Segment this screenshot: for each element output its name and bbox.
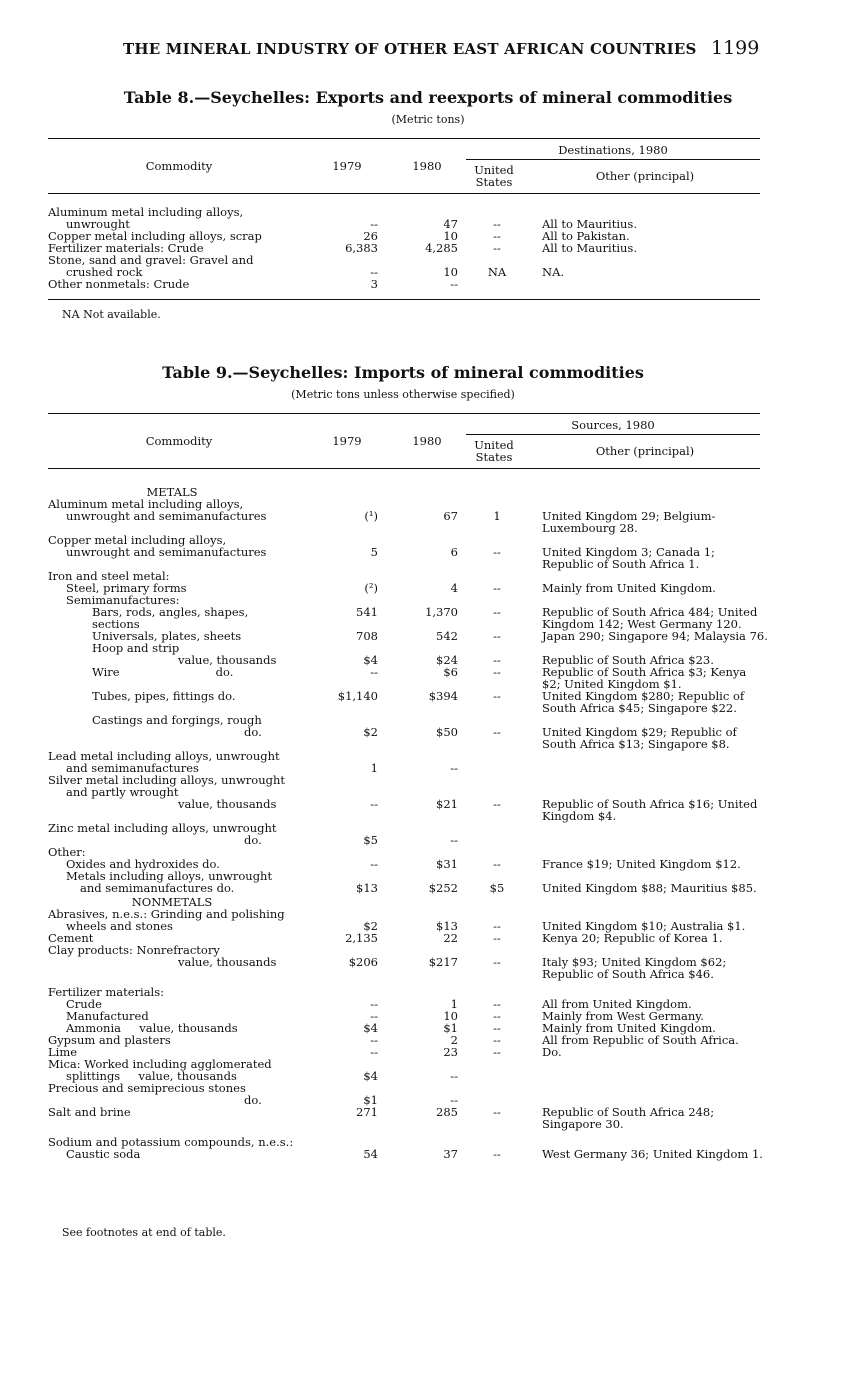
value-1980: $21	[436, 797, 458, 811]
value-1980: 6	[450, 545, 458, 559]
table8-us-header: United States	[474, 163, 514, 189]
table-row	[48, 1130, 768, 1148]
table-row	[48, 1082, 768, 1094]
other-value: Italy $93; United Kingdom $62; Republic of South Africa $46.	[542, 955, 727, 981]
table8-body	[48, 206, 768, 290]
table-row	[48, 510, 768, 534]
table9-top-rule	[48, 413, 760, 414]
value-1980: $394	[428, 689, 458, 703]
us-value: --	[493, 581, 501, 595]
value-1979: $4	[363, 1021, 378, 1035]
table9-title: Table 9.—Seychelles: Imports of mineral commodities	[162, 363, 644, 382]
value-1979: --	[370, 217, 378, 231]
commodity-cell: Salt and brine	[48, 1105, 131, 1119]
unit-label: do.	[202, 857, 220, 871]
us-value: --	[493, 857, 501, 871]
commodity-cell: Precious and semiprecious stones	[48, 1081, 246, 1095]
other-value: United Kingdom 3; Canada 1; Republic of South Africa 1.	[542, 545, 715, 571]
commodity-cell	[48, 882, 296, 894]
value-1980: 10	[443, 1009, 458, 1023]
table-row	[48, 1034, 768, 1046]
commodity-label: Wire	[92, 665, 120, 679]
value-1979: $5	[363, 833, 378, 847]
us-value: --	[493, 1021, 501, 1035]
unit-label: do.	[217, 689, 236, 703]
value-1979: 271	[356, 1105, 378, 1119]
value-1979: --	[370, 997, 378, 1011]
other-value: All to Mauritius.	[542, 241, 637, 255]
commodity-label: and semimanufactures	[80, 881, 213, 895]
us-value: --	[493, 797, 501, 811]
commodity-cell: Silver metal including alloys, unwrought	[48, 773, 286, 787]
other-value	[536, 278, 768, 290]
value-1980: 37	[443, 1147, 458, 1161]
other-value: United Kingdom 29; Belgium-Luxembourg 28.	[542, 509, 716, 535]
table9-1980-header: 1980	[412, 434, 442, 448]
us-value: --	[493, 545, 501, 559]
commodity-cell: Universals, plates, sheets	[92, 629, 242, 643]
unit-label: value, thousands	[139, 1021, 238, 1035]
table-row	[48, 278, 768, 290]
commodity-cell: Copper metal including alloys,	[48, 533, 227, 547]
table8-commodity-header: Commodity	[145, 159, 213, 173]
value-1979: $206	[348, 955, 378, 969]
value-1979: 54	[363, 1147, 378, 1161]
commodity-cell: Castings and forgings, rough	[92, 713, 262, 727]
table9-us-header: United States	[474, 438, 514, 464]
us-value: --	[493, 725, 501, 739]
us-value	[458, 762, 536, 774]
us-value: --	[493, 931, 501, 945]
commodity-cell: Stone, sand and gravel: Gravel and	[48, 253, 254, 267]
table-row	[48, 822, 768, 834]
table-row	[48, 666, 768, 690]
commodity-cell: Manufactured	[66, 1009, 149, 1023]
us-value: --	[493, 1045, 501, 1059]
other-value: Mainly from United Kingdom.	[542, 581, 716, 595]
unit-cell: value, thousands	[178, 653, 277, 667]
value-1980: --	[450, 761, 458, 775]
commodity-cell: Crude	[66, 997, 102, 1011]
other-value: Republic of South Africa 248; Singapore 30.	[542, 1105, 715, 1131]
unit-cell: value, thousands	[178, 797, 277, 811]
value-1980: 1	[450, 997, 458, 1011]
us-value: --	[493, 217, 501, 231]
value-1979: --	[370, 1045, 378, 1059]
us-value: --	[493, 629, 501, 643]
unit-label: do.	[216, 881, 235, 895]
other-value: United Kingdom $29; Republic of South Africa $13; Singapore $8.	[542, 725, 737, 751]
commodity-cell: wheels and stones	[66, 919, 173, 933]
table9-subtitle: (Metric tons unless otherwise specified)	[291, 388, 515, 401]
other-value	[536, 834, 768, 846]
table-row	[48, 254, 768, 266]
commodity-cell: crushed rock	[66, 265, 143, 279]
unit-cell: value, thousands	[178, 955, 277, 969]
commodity-cell: unwrought	[66, 217, 130, 231]
table9-footnote: See footnotes at end of table.	[62, 1226, 226, 1239]
value-1980: $217	[428, 955, 458, 969]
table9-sources-header: Sources, 1980	[571, 418, 655, 432]
commodity-cell: Zinc metal including alloys, unwrought	[48, 821, 277, 835]
commodity-label: Tubes, pipes, fittings	[92, 689, 215, 703]
other-value: Republic of South Africa 484; United Kingdom 142; West Germany 120.	[542, 605, 758, 631]
value-1980: 10	[443, 229, 458, 243]
value-1980: --	[450, 277, 458, 291]
value-1980: $50	[436, 725, 458, 739]
table8-title: Table 8.—Seychelles: Exports and reexports of mineral commodities	[123, 88, 733, 107]
other-value	[536, 762, 768, 774]
other-value: United Kingdom $10; Australia $1.	[542, 919, 746, 933]
table9-body	[48, 484, 768, 1160]
table-row	[48, 798, 768, 822]
us-value: --	[493, 665, 501, 679]
other-value: NA.	[542, 265, 565, 279]
other-value: All from Republic of South Africa.	[542, 1033, 739, 1047]
value-1979: $1,140	[337, 689, 378, 703]
commodity-cell: Bars, rods, angles, shapes, sections	[92, 605, 249, 631]
table8-destinations-header: Destinations, 1980	[558, 143, 668, 157]
other-value: Kenya 20; Republic of Korea 1.	[542, 931, 723, 945]
commodity-cell: and partly wrought	[66, 785, 179, 799]
table-row	[48, 956, 768, 980]
value-1980: 23	[443, 1045, 458, 1059]
table8-1980-header: 1980	[412, 159, 442, 173]
value-1979: $2	[363, 919, 378, 933]
table8-1979-header: 1979	[332, 159, 362, 173]
other-value: United Kingdom $280; Republic of South Africa $45; Singapore $22.	[542, 689, 745, 715]
us-value: --	[493, 919, 501, 933]
commodity-cell: Lead metal including alloys, unwrought	[48, 749, 280, 763]
value-1979: 6,383	[345, 241, 378, 255]
value-1979: 541	[356, 605, 378, 619]
unit-cell: do.	[244, 833, 262, 847]
table8-other-header: Other (principal)	[595, 169, 695, 183]
value-1979: 2,135	[345, 931, 378, 945]
table-row	[48, 690, 768, 714]
commodity-cell: Metals including alloys, unwrought	[66, 869, 273, 883]
section-nonmetals: NONMETALS	[131, 895, 213, 909]
us-value: --	[493, 229, 501, 243]
value-1980: $6	[443, 665, 458, 679]
page-number: 1199	[711, 37, 760, 59]
commodity-cell: Caustic soda	[66, 1147, 141, 1161]
value-1979: --	[370, 665, 378, 679]
commodity-cell: Other:	[48, 845, 86, 859]
table-row	[48, 1106, 768, 1130]
commodity-cell: Mica: Worked including agglomerated	[48, 1057, 272, 1071]
value-1980: 4,285	[425, 241, 458, 255]
table-row	[48, 726, 768, 750]
commodity-cell: Lime	[48, 1045, 78, 1059]
value-1980: $252	[428, 881, 458, 895]
value-1979: 708	[356, 629, 378, 643]
table9-header-rule	[48, 468, 760, 469]
commodity-cell: Semimanufactures:	[66, 593, 180, 607]
table-row	[48, 206, 768, 218]
value-1979: $13	[356, 881, 378, 895]
value-1980: 542	[436, 629, 458, 643]
us-value: --	[493, 997, 501, 1011]
value-1979: 1	[370, 761, 378, 775]
other-value: Republic of South Africa $23.	[542, 653, 714, 667]
value-1980: --	[450, 1069, 458, 1083]
us-value: --	[493, 653, 501, 667]
value-1979: $4	[363, 1069, 378, 1083]
other-value: All to Mauritius.	[542, 217, 637, 231]
value-1979: $2	[363, 725, 378, 739]
value-1980: $13	[436, 919, 458, 933]
value-1980: 1,370	[425, 605, 458, 619]
commodity-cell: Hoop and strip	[92, 641, 180, 655]
table-row	[48, 834, 768, 846]
value-1979: --	[370, 797, 378, 811]
commodity-cell: Sodium and potassium compounds, n.e.s.:	[48, 1135, 294, 1149]
commodity-cell: unwrought and semimanufactures	[66, 545, 267, 559]
section-metals: METALS	[146, 485, 198, 499]
table9-commodity-header: Commodity	[145, 434, 213, 448]
table8-bottom-rule	[48, 299, 760, 300]
unit-cell: do.	[244, 725, 262, 739]
value-1979: 26	[363, 229, 378, 243]
value-1980: $31	[436, 857, 458, 871]
other-value: West Germany 36; United Kingdom 1.	[542, 1147, 763, 1161]
value-1979: --	[370, 1009, 378, 1023]
other-value: Do.	[542, 1045, 562, 1059]
table-row	[48, 882, 768, 894]
value-1980: $1	[443, 1021, 458, 1035]
other-value: Mainly from United Kingdom.	[542, 1021, 716, 1035]
value-1980: 10	[443, 265, 458, 279]
us-value	[458, 278, 536, 290]
value-1980: --	[450, 1093, 458, 1107]
commodity-cell: Other nonmetals: Crude	[48, 277, 190, 291]
table-row	[48, 980, 768, 998]
other-value: All from United Kingdom.	[542, 997, 692, 1011]
commodity-cell: Cement	[48, 931, 94, 945]
us-value: --	[493, 605, 501, 619]
value-1980: --	[450, 833, 458, 847]
other-value: All to Pakistan.	[542, 229, 630, 243]
unit-label: do.	[215, 665, 234, 679]
us-value: 1	[493, 509, 501, 523]
value-1980: 22	[443, 931, 458, 945]
table8-footnote: NA Not available.	[62, 308, 161, 321]
value-1979: 3	[370, 277, 378, 291]
other-value: France $19; United Kingdom $12.	[542, 857, 741, 871]
value-1979: --	[370, 857, 378, 871]
table9-1979-header: 1979	[332, 434, 362, 448]
table-row	[48, 606, 768, 630]
value-1980: 67	[443, 509, 458, 523]
us-value: --	[493, 689, 501, 703]
value-1979: --	[370, 1033, 378, 1047]
other-value: Mainly from West Germany.	[542, 1009, 704, 1023]
unit-cell: do.	[244, 1093, 262, 1107]
value-1979: $1	[363, 1093, 378, 1107]
commodity-cell: Abrasives, n.e.s.: Grinding and polishing	[48, 907, 285, 921]
commodity-cell: unwrought and semimanufactures	[66, 509, 267, 523]
table9-spanner-rule	[466, 434, 760, 435]
us-value: --	[493, 1009, 501, 1023]
us-value: --	[493, 1147, 501, 1161]
commodity-cell: Steel, primary forms	[66, 581, 187, 595]
value-1980: 2	[450, 1033, 458, 1047]
value-1980: 47	[443, 217, 458, 231]
value-1979: --	[370, 265, 378, 279]
us-value	[458, 834, 536, 846]
value-1979: 5	[370, 545, 378, 559]
table8-spanner-rule	[466, 159, 760, 160]
table-row	[48, 546, 768, 570]
commodity-cell: Fertilizer materials: Crude	[48, 241, 204, 255]
value-1979: (¹)	[364, 509, 378, 523]
commodity-cell	[48, 666, 296, 690]
value-1979: (²)	[364, 581, 378, 595]
value-1980: 4	[450, 581, 458, 595]
commodity-cell: Clay products: Nonrefractory	[48, 943, 220, 957]
table8-header-rule	[48, 193, 760, 194]
value-1979: $4	[363, 653, 378, 667]
commodity-label: Oxides and hydroxides	[66, 857, 199, 871]
commodity-cell: Iron and steel metal:	[48, 569, 170, 583]
other-value: Republic of South Africa $3; Kenya $2; United Kingdom $1.	[542, 665, 747, 691]
us-value: --	[493, 1105, 501, 1119]
us-value: --	[493, 955, 501, 969]
us-value: --	[493, 1033, 501, 1047]
other-value	[536, 1070, 768, 1082]
commodity-cell	[48, 690, 296, 714]
commodity-cell: Gypsum and plasters	[48, 1033, 171, 1047]
value-1980: $24	[436, 653, 458, 667]
us-value: --	[493, 241, 501, 255]
commodity-cell: Aluminum metal including alloys,	[48, 205, 244, 219]
table8-subtitle: (Metric tons)	[391, 113, 465, 126]
commodity-cell: Aluminum metal including alloys,	[48, 497, 244, 511]
commodity-cell: Copper metal including alloys, scrap	[48, 229, 262, 243]
unit-label: value, thousands	[138, 1069, 237, 1083]
us-value	[458, 1070, 536, 1082]
table9-other-header: Other (principal)	[595, 444, 695, 458]
running-head: THE MINERAL INDUSTRY OF OTHER EAST AFRICAN COUNTRIES	[123, 40, 697, 58]
us-value: NA	[487, 265, 507, 279]
us-value: $5	[489, 881, 505, 895]
commodity-label: Ammonia	[66, 1021, 121, 1035]
other-value: Republic of South Africa $16; United Kingdom $4.	[542, 797, 758, 823]
commodity-label: splittings	[66, 1069, 121, 1083]
value-1980: 285	[436, 1105, 458, 1119]
other-value: Japan 290; Singapore 94; Malaysia 76.	[542, 629, 768, 643]
table-row	[48, 1148, 768, 1160]
commodity-cell: and semimanufactures	[66, 761, 199, 775]
other-value: United Kingdom $88; Mauritius $85.	[542, 881, 757, 895]
commodity-cell: Fertilizer materials:	[48, 985, 164, 999]
table8-top-rule	[48, 138, 760, 139]
